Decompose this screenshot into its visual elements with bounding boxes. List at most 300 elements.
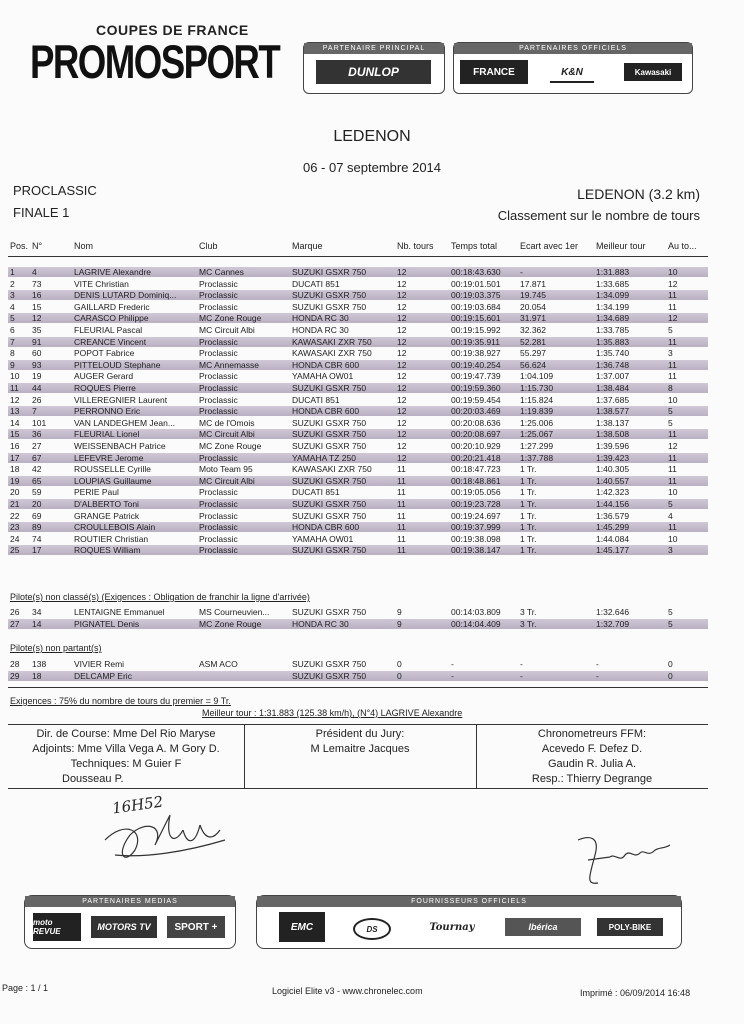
cell-ecart: 1:25.067 [520,429,554,440]
cell-temps: 00:18:43.630 [451,267,501,277]
software-credit: Logiciel Elite v3 - www.chronelec.com [272,986,423,996]
cell-tours: 11 [397,510,406,521]
cell-tours: 12 [397,336,407,347]
col-tours: Nb. tours [397,241,434,251]
cell-best: 1:33.785 [596,325,630,335]
cell-best: - [596,671,599,681]
table-row [8,418,708,428]
cell-tours: 11 [397,545,406,556]
officials-box [8,724,708,789]
cell-num: 42 [32,464,42,475]
cell-pos: 9 [10,359,15,370]
non-starters-title: Pilote(s) non partant(s) [10,643,102,653]
cell-club: MC Zone Rouge [199,619,262,629]
timekeeper-signature [570,825,680,895]
cell-ecart: 1 Tr. [520,487,537,498]
cell-nom: AUGER Gerard [74,371,134,382]
cell-temps: 00:19:38.098 [451,533,501,544]
cell-temps: 00:20:08.636 [451,417,501,428]
cell-num: 60 [32,348,42,359]
cell-nom: CARASCO Philippe [74,313,149,324]
cell-pos: 12 [10,394,20,405]
table-row [8,487,708,497]
cell-marque: SUZUKI GSXR 750 [292,499,367,509]
cell-ecart: 1 Tr. [520,464,537,475]
cell-ecart: 1:37.788 [520,452,554,463]
cell-num: 59 [32,487,42,498]
motors-tv-logo: MOTORS TV [91,916,157,938]
event-venue: LEDENON [333,128,411,145]
cell-best: 1:34.199 [596,301,630,312]
cell-best: 1:31.883 [596,267,630,277]
cell-tours: 11 [397,522,406,533]
cell-au: 0 [668,659,673,669]
cell-best: 1:36.579 [596,510,630,521]
cell-marque: HONDA CBR 600 [292,359,360,370]
cell-tours: 12 [397,301,407,312]
cell-pos: 29 [10,671,20,681]
cell-temps: 00:19:38.147 [451,545,501,556]
cell-best: 1:38.137 [596,417,630,428]
france-equipement-logo: FRANCE [460,60,528,84]
cell-tours: 0 [397,659,402,669]
cell-num: 69 [32,510,42,521]
cell-marque: DUCATI 851 [292,278,340,289]
cell-ecart: - [520,671,523,681]
cell-marque: SUZUKI GSXR 750 [292,301,367,312]
timekeepers-2: Gaudin R. Julia A. [547,758,637,770]
table-row [8,395,708,405]
cell-pos: 15 [10,429,20,440]
cell-num: 36 [32,429,42,440]
cell-num: 101 [32,417,47,428]
cell-nom: ROUSSELLE Cyrille [74,464,151,475]
table-row [8,464,708,474]
cell-au: 11 [668,371,677,382]
cell-nom: LOUPIAS Guillaume [74,475,152,486]
cell-au: 11 [668,429,677,440]
cell-num: 27 [32,441,42,451]
race-director: Dir. de Course: Mme Del Rio Maryse [36,728,216,740]
cell-pos: 13 [10,406,20,417]
cell-ecart: 1 Tr. [520,545,537,556]
cell-num: 91 [32,336,42,347]
cell-best: 1:39.596 [596,441,630,451]
cell-marque: KAWASAKI ZXR 750 [292,464,372,475]
cell-best: 1:45.177 [596,545,630,556]
cell-best: 1:32.646 [596,607,630,617]
table-row [8,279,708,289]
partners-official-box [453,42,693,94]
cell-best: 1:45.299 [596,522,630,533]
cell-ecart: - [520,659,523,669]
cell-pos: 20 [10,487,20,498]
table-row [8,619,708,629]
cell-tours: 11 [397,464,406,475]
cell-ecart: 1:27.299 [520,441,554,451]
cell-best: 1:33.685 [596,278,630,289]
cell-au: 5 [668,406,673,417]
cell-club: MC Annemasse [199,359,259,370]
cell-marque: SUZUKI GSXR 750 [292,607,367,617]
cell-num: 73 [32,278,42,289]
cell-best: 1:42.323 [596,487,630,498]
cell-ecart: 1:19.839 [520,406,554,417]
cell-marque: DUCATI 851 [292,394,340,405]
cell-marque: HONDA CBR 600 [292,522,360,533]
cell-temps: 00:19:15.601 [451,313,501,324]
poly-bike-logo: POLY-BIKE [597,918,663,936]
cell-num: 18 [32,671,42,681]
cell-au: 12 [668,278,678,289]
cell-club: Proclassic [199,336,238,347]
table-row [8,406,708,416]
cell-best: 1:34.689 [596,313,630,324]
cell-au: 11 [668,522,677,533]
kn-logo: K&N [550,63,594,83]
col-club: Club [199,241,218,251]
cell-au: 10 [668,487,678,498]
media-partners-title: PARTENAIRES MEDIAS [25,896,235,907]
cell-nom: FLEURIAL Lionel [74,429,140,440]
cell-tours: 11 [397,475,406,486]
cell-club: MC Zone Rouge [199,313,262,324]
cell-num: 14 [32,619,42,629]
cell-ecart: 1 Tr. [520,475,537,486]
session-name: FINALE 1 [13,205,70,220]
cell-club: MC Circuit Albi [199,429,255,440]
col-best: Meilleur tour [596,241,646,251]
partner-principal-box [303,42,445,94]
cell-tours: 12 [397,359,407,370]
cell-club: Proclassic [199,278,238,289]
table-row [8,313,708,323]
cell-ecart: 1 Tr. [520,510,537,521]
cell-ecart: 3 Tr. [520,619,537,629]
table-row [8,499,708,509]
cell-club: Proclassic [199,406,238,417]
cell-tours: 12 [397,452,407,463]
cell-pos: 26 [10,607,20,617]
cell-marque: SUZUKI GSXR 750 [292,441,367,451]
cell-num: 89 [32,522,42,533]
cell-club: Proclassic [199,452,238,463]
cell-nom: VILLEREGNIER Laurent [74,394,168,405]
cell-pos: 4 [10,301,15,312]
col-au: Au to... [668,241,697,251]
cell-nom: VITE Christian [74,278,129,289]
cell-au: 11 [668,452,677,463]
jury-title: Président du Jury: [315,728,405,740]
cell-pos: 6 [10,325,15,335]
cell-temps: - [451,671,454,681]
table-row [8,453,708,463]
cell-num: 67 [32,452,42,463]
cell-best: 1:38.508 [596,429,630,440]
cell-num: 12 [32,313,42,324]
brand-logo: PROMOSPORT [30,35,280,88]
cell-pos: 8 [10,348,15,359]
officials-middle [244,727,476,757]
cell-temps: 00:19:40.254 [451,359,501,370]
cell-pos: 3 [10,290,15,301]
cell-marque: SUZUKI GSXR 750 [292,671,367,681]
cell-club: Proclassic [199,348,238,359]
cell-nom: DELCAMP Eric [74,671,132,681]
timekeepers-title: Chronometreurs FFM: [537,728,647,740]
cell-temps: 00:19:05.056 [451,487,501,498]
cell-temps: 00:18:47.723 [451,464,501,475]
cell-au: 5 [668,325,673,335]
circuit-info: LEDENON (3.2 km) [577,186,700,202]
cell-pos: 28 [10,659,20,669]
cell-tours: 9 [397,607,402,617]
table-end-divider [8,687,708,688]
table-row [8,348,708,358]
cell-nom: FLEURIAL Pascal [74,325,143,335]
cell-ecart: 19.745 [520,290,546,301]
cell-tours: 11 [397,499,406,509]
cell-temps: 00:19:37.999 [451,522,501,533]
cell-best: 1:40.557 [596,475,630,486]
cell-temps: 00:14:04.409 [451,619,501,629]
cell-nom: LEFEVRE Jerome [74,452,144,463]
cell-tours: 12 [397,313,407,324]
cell-tours: 12 [397,290,407,301]
cell-club: MS Courneuvien... [199,607,270,617]
col-marque: Marque [292,241,323,251]
cell-best: 1:44.084 [596,533,630,544]
cell-au: 5 [668,607,673,617]
cell-marque: HONDA RC 30 [292,619,349,629]
cell-best: 1:44.156 [596,499,630,509]
suppliers-title: FOURNISSEURS OFFICIELS [257,896,681,907]
cell-pos: 5 [10,313,15,324]
timekeepers-resp: Resp.: Thierry Degrange [531,773,653,785]
cell-nom: GAILLARD Frederic [74,301,150,312]
cell-best: 1:39.423 [596,452,630,463]
cell-nom: D'ALBERTO Toni [74,499,139,509]
cell-nom: PITTELOUD Stephane [74,359,161,370]
cell-marque: SUZUKI GSXR 750 [292,267,367,277]
cell-best: 1:38.484 [596,383,630,393]
brand-subtitle: COUPES DE FRANCE [96,22,249,38]
moto-revue-logo: moto REVUE [33,913,81,941]
cell-ecart: 56.624 [520,359,546,370]
cell-tours: 12 [397,278,407,289]
cell-temps: 00:19:15.992 [451,325,501,335]
cell-best: 1:34.099 [596,290,630,301]
cell-club: MC Circuit Albi [199,325,255,335]
cell-num: 138 [32,659,47,669]
cell-ecart: 1:04.109 [520,371,554,382]
ranking-type: Classement sur le nombre de tours [497,208,700,223]
cell-pos: 14 [10,417,20,428]
cell-nom: PERIE Paul [74,487,119,498]
cell-num: 74 [32,533,42,544]
cell-best: 1:37.007 [596,371,630,382]
col-temps: Temps total [451,241,498,251]
cell-num: 35 [32,325,42,335]
cell-ecart: 1 Tr. [520,522,537,533]
cell-club: ASM ACO [199,659,238,669]
techniques-extra: Dousseau P. [62,773,124,785]
cell-temps: 00:19:35.911 [451,336,500,347]
cell-marque: SUZUKI GSXR 750 [292,545,367,556]
cell-club: Proclassic [199,522,238,533]
cell-nom: PERRONNO Eric [74,406,141,417]
cell-pos: 21 [10,499,20,509]
cell-au: 5 [668,499,673,509]
table-row [8,325,708,335]
cell-club: MC Circuit Albi [199,475,255,486]
cell-ecart: 52.281 [520,336,546,347]
results-header [8,241,708,253]
cell-pos: 19 [10,475,20,486]
cell-temps: 00:20:10.929 [451,441,501,451]
cell-pos: 10 [10,371,20,382]
table-row [8,607,708,617]
signature-time: 16H52 [110,792,165,818]
cell-au: 0 [668,671,673,681]
cell-marque: SUZUKI GSXR 750 [292,659,367,669]
emc-logo: EMC [279,912,325,942]
suppliers-box [256,895,682,949]
cell-temps: 00:20:03.469 [451,406,501,417]
cell-pos: 25 [10,545,20,556]
cell-marque: KAWASAKI ZXR 750 [292,336,372,347]
table-row [8,522,708,532]
cell-marque: SUZUKI GSXR 750 [292,429,367,440]
cell-marque: SUZUKI GSXR 750 [292,383,367,393]
cell-num: 26 [32,394,42,405]
techniques: Techniques: M Guier F [70,758,182,770]
officials-left [8,727,244,787]
cell-au: 8 [668,383,673,393]
cell-club: Proclassic [199,394,238,405]
cell-num: 7 [32,406,37,417]
col-nom: Nom [74,241,94,251]
cell-au: 12 [668,441,678,451]
table-row [8,383,708,393]
cell-pos: 11 [10,383,19,393]
cell-club: MC de l'Omois [199,417,255,428]
cell-num: 16 [32,290,42,301]
cell-ecart: 20.054 [520,301,546,312]
table-row [8,267,708,277]
cell-au: 11 [668,336,677,347]
table-row [8,511,708,521]
director-signature [95,800,235,870]
cell-au: 5 [668,619,673,629]
cell-num: 15 [32,301,42,312]
cell-tours: 11 [397,487,406,498]
cell-tours: 12 [397,394,407,405]
cell-tours: 12 [397,348,407,359]
cell-au: 5 [668,417,673,428]
best-lap-note: Meilleur tour : 1:31.883 (125.38 km/h), (N°4) LAGRIVE Alexandre [202,708,463,718]
iberica-logo: Ibérica [505,918,581,936]
cell-tours: 12 [397,371,407,382]
table-row [8,476,708,486]
cell-marque: YAMAHA OW01 [292,533,354,544]
cell-temps: 00:20:08.697 [451,429,501,440]
sport-plus-logo: SPORT + [167,916,225,938]
timekeepers-1: Acevedo F. Defez D. [541,743,643,755]
non-classified-title: Pilote(s) non classé(s) (Exigences : Obligation de franchir la ligne d'arrivée) [10,592,310,602]
cell-temps: 00:19:59.454 [451,394,501,405]
cell-nom: ROQUES Pierre [74,383,136,393]
table-row [8,671,708,681]
cell-tours: 12 [397,267,407,277]
print-date: Imprimé : 06/09/2014 16:48 [580,988,691,998]
cell-num: 44 [32,383,42,393]
cell-best: 1:35.883 [596,336,630,347]
cell-tours: 12 [397,325,407,335]
table-row [8,290,708,300]
cell-au: 11 [668,359,677,370]
cell-best: - [596,659,599,669]
cell-tours: 12 [397,429,407,440]
cell-temps: 00:18:48.861 [451,475,501,486]
cell-num: 4 [32,267,37,277]
cell-best: 1:37.685 [596,394,630,405]
partner-principal-title: PARTENAIRE PRINCIPAL [304,43,444,54]
cell-ecart: 55.297 [520,348,546,359]
cell-ecart: 1:15.824 [520,394,554,405]
cell-pos: 17 [10,452,20,463]
cell-marque: HONDA RC 30 [292,313,349,324]
cell-nom: VIVIER Remi [74,659,125,669]
cell-club: Proclassic [199,301,238,312]
cell-au: 10 [668,267,678,277]
cell-temps: 00:19:47.739 [451,371,501,382]
page-number: Page : 1 / 1 [2,983,49,993]
cell-marque: HONDA CBR 600 [292,406,360,417]
cell-club: Proclassic [199,371,238,382]
adjoints: Adjoints: Mme Villa Vega A. M Gory D. [32,743,220,755]
cell-au: 11 [668,290,677,301]
cell-club: Proclassic [199,487,238,498]
cell-marque: SUZUKI GSXR 750 [292,290,367,301]
cell-pos: 23 [10,522,20,533]
cell-club: MC Zone Rouge [199,441,262,451]
cell-nom: CREANCE Vincent [74,336,147,347]
cell-temps: 00:19:59.360 [451,383,501,393]
cell-tours: 11 [397,533,406,544]
cell-au: 3 [668,545,673,556]
cell-nom: GRANGE Patrick [74,510,140,521]
cell-num: 20 [32,499,42,509]
table-row [8,545,708,555]
category: PROCLASSIC [13,183,97,198]
kawasaki-logo: Kawasaki [624,63,682,81]
ds-logo: DS [353,918,391,940]
cell-num: 19 [32,371,42,382]
cell-marque: SUZUKI GSXR 750 [292,417,367,428]
cell-au: 12 [668,313,678,324]
media-partners-box [24,895,236,949]
table-row [8,337,708,347]
cell-nom: LAGRIVE Alexandre [74,267,152,277]
cell-ecart: 31.971 [520,313,546,324]
cell-tours: 12 [397,383,407,393]
cell-ecart: 1:25.006 [520,417,554,428]
table-row [8,429,708,439]
cell-club: Proclassic [199,383,238,393]
table-row [8,534,708,544]
cell-tours: 12 [397,441,407,451]
